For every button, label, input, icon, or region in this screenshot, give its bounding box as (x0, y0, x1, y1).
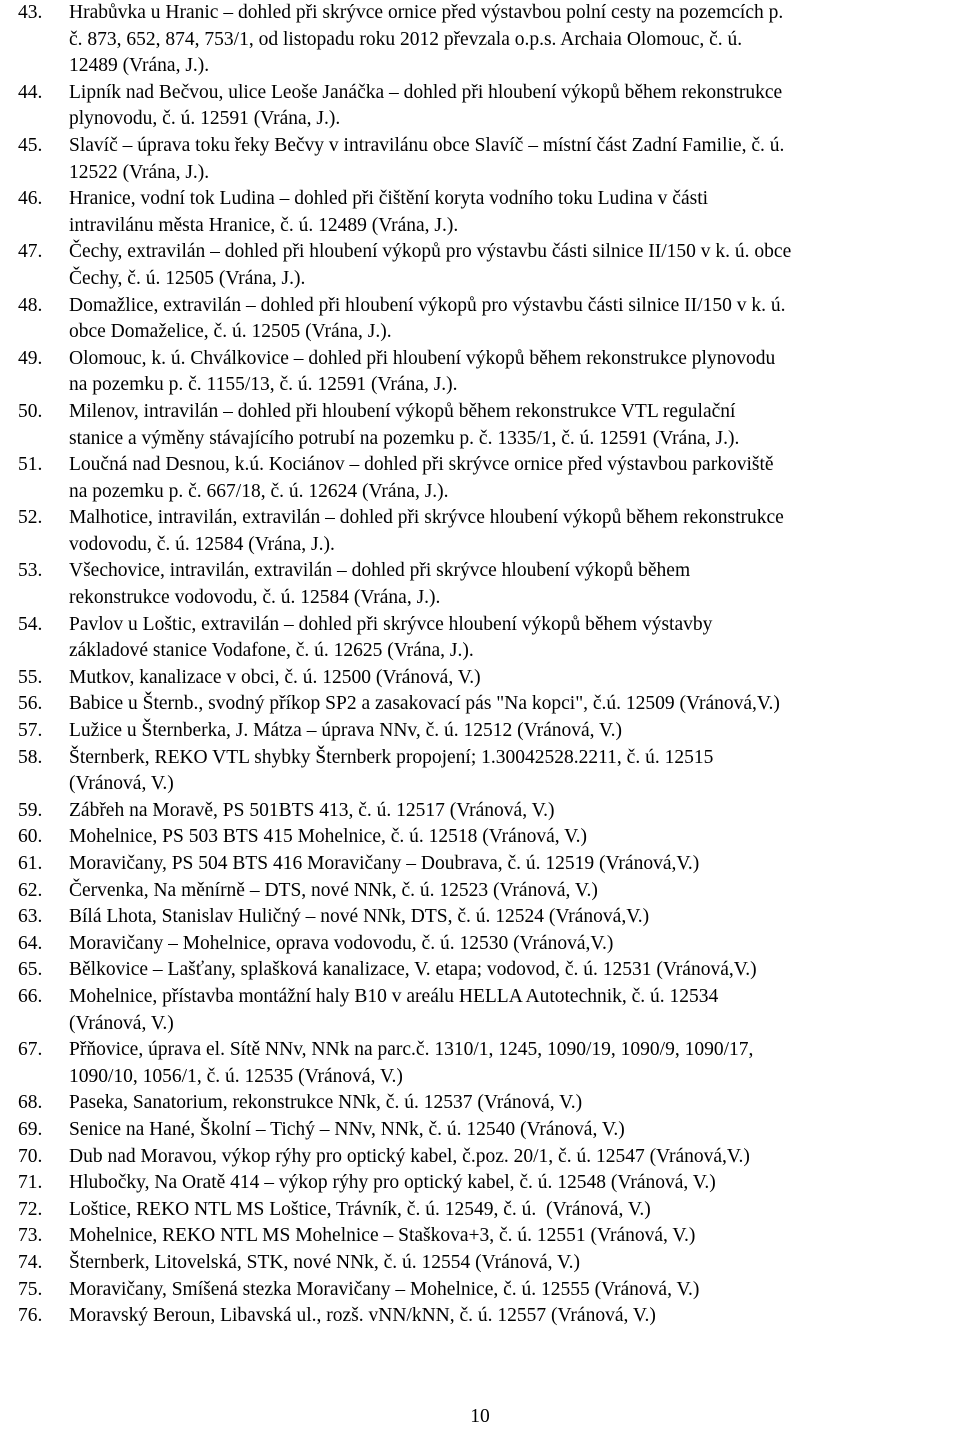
item-text-line: Moravičany, Smíšená stezka Moravičany – Mohelnice, č. ú. 12555 (Vránová, V.) (69, 1278, 700, 1300)
list-item (18, 851, 953, 878)
item-text (69, 718, 953, 745)
list-item (18, 186, 953, 239)
list-item (18, 718, 953, 745)
item-number: 72. (18, 1198, 43, 1220)
item-number: 76. (18, 1305, 43, 1327)
item-text (69, 1037, 953, 1090)
list-item (18, 1090, 953, 1117)
item-text (69, 931, 953, 958)
item-text (69, 1170, 953, 1197)
item-number: 69. (18, 1118, 43, 1140)
item-text (69, 798, 953, 825)
item-text-line: rekonstrukce vodovodu, č. ú. 12584 (Vrána, J.). (69, 587, 441, 609)
item-text-line: základové stanice Vodafone, č. ú. 12625 (Vrána, J.). (69, 640, 474, 662)
item-text-line: Domažlice, extravilán – dohled při hloubení výkopů pro výstavbu části silnice II/150 v k. ú. (69, 294, 786, 316)
item-text (69, 904, 953, 931)
item-text-line: (Vránová, V.) (69, 1012, 174, 1034)
item-text-line: 12522 (Vrána, J.). (69, 161, 210, 183)
item-text-line: vodovodu, č. ú. 12584 (Vrána, J.). (69, 533, 335, 555)
item-text-line: intravilánu města Hranice, č. ú. 12489 (Vrána, J.). (69, 214, 459, 236)
list-item (18, 824, 953, 851)
list-item (18, 612, 953, 665)
item-text-line: Přňovice, úprava el. Sítě NNv, NNk na parc.č. 1310/1, 1245, 1090/19, 1090/9, 1090/17, (69, 1039, 754, 1061)
item-text (69, 1303, 953, 1330)
list-item (18, 1223, 953, 1250)
item-text-line: Hlubočky, Na Oratě 414 – výkop rýhy pro optický kabel, č. ú. 12548 (Vránová, V.) (69, 1172, 716, 1194)
item-text (69, 133, 953, 186)
item-number: 61. (18, 853, 43, 874)
list-item (18, 293, 953, 346)
item-text (69, 851, 953, 878)
item-text-line: Loštice, REKO NTL MS Loštice, Trávník, č. ú. 12549, č. ú. (Vránová, V.) (69, 1198, 651, 1220)
item-text (69, 1250, 953, 1277)
item-number: 45. (18, 134, 43, 156)
list-item (18, 745, 953, 798)
item-text (69, 1090, 953, 1117)
list-item (18, 665, 953, 692)
item-text-line: Mohelnice, PS 503 BTS 415 Mohelnice, č. ú. 12518 (Vránová, V.) (69, 826, 588, 848)
item-number: 56. (18, 693, 43, 715)
item-number: 63. (18, 906, 43, 928)
item-text-line: Mohelnice, REKO NTL MS Mohelnice – Staškova+3, č. ú. 12551 (Vránová, V.) (69, 1225, 696, 1247)
item-text-line: Lužice u Šternberka, J. Mátza – úprava NNv, č. ú. 12512 (Vránová, V.) (69, 720, 622, 742)
list-item (18, 0, 953, 80)
item-text-line: Babice u Šternb., svodný příkop SP2 a zasakovací pás "Na kopci", č.ú. 12509 (Vránová,V.) (69, 693, 780, 715)
item-text-line: na pozemku p. č. 667/18, č. ú. 12624 (Vrána, J.). (69, 480, 449, 502)
item-text-line: Moravičany – Mohelnice, oprava vodovodu, č. ú. 12530 (Vránová,V.) (69, 932, 614, 954)
item-text (69, 399, 953, 452)
item-text (69, 80, 953, 133)
list-item (18, 957, 953, 984)
item-text (69, 0, 953, 80)
item-number: 59. (18, 799, 43, 821)
item-text (69, 239, 953, 292)
item-number: 52. (18, 507, 43, 529)
item-text-line: Moravský Beroun, Libavská ul., rozš. vNN/kNN, č. ú. 12557 (Vránová, V.) (69, 1305, 656, 1327)
page-number: 10 (470, 1406, 490, 1427)
list-item (18, 239, 953, 292)
list-item (18, 346, 953, 399)
item-number: 49. (18, 347, 43, 369)
list-item (18, 798, 953, 825)
item-text-line: Zábřeh na Moravě, PS 501BTS 413, č. ú. 12517 (Vránová, V.) (69, 799, 555, 821)
list-item (18, 558, 953, 611)
item-text-line: Moravičany, PS 504 BTS 416 Moravičany – Doubrava, č. ú. 12519 (Vránová,V.) (69, 853, 700, 874)
item-text (69, 1144, 953, 1171)
list-item (18, 133, 953, 186)
item-text-line: Hranice, vodní tok Ludina – dohled při čištění koryta vodního toku Ludina v části (69, 188, 709, 210)
list-item (18, 1144, 953, 1171)
item-number: 60. (18, 826, 43, 848)
item-number: 46. (18, 188, 43, 210)
list-item (18, 691, 953, 718)
item-number: 74. (18, 1251, 43, 1273)
item-text-line: Bílá Lhota, Stanislav Huličný – nové NNk, DTS, č. ú. 12524 (Vránová,V.) (69, 906, 650, 928)
item-number: 57. (18, 720, 43, 742)
list-item (18, 984, 953, 1037)
item-text (69, 984, 953, 1037)
item-text-line: (Vránová, V.) (69, 773, 174, 795)
item-text (69, 186, 953, 239)
item-text (69, 612, 953, 665)
item-text (69, 957, 953, 984)
list-item (18, 1277, 953, 1304)
list-item (18, 1170, 953, 1197)
item-text-line: 1090/10, 1056/1, č. ú. 12535 (Vránová, V.) (69, 1065, 403, 1087)
item-number: 48. (18, 294, 43, 316)
item-text (69, 691, 953, 718)
list-item (18, 505, 953, 558)
item-text-line: Mohelnice, přístavba montážní haly B10 v areálu HELLA Autotechnik, č. ú. 12534 (69, 985, 719, 1007)
item-text-line: obce Domaželice, č. ú. 12505 (Vrána, J.). (69, 321, 392, 343)
item-text-line: Všechovice, intravilán, extravilán – dohled při skrývce hloubení výkopů během (69, 560, 691, 582)
item-text (69, 1117, 953, 1144)
item-text-line: Šternberk, REKO VTL shybky Šternberk propojení; 1.30042528.2211, č. ú. 12515 (69, 746, 714, 768)
list-item (18, 399, 953, 452)
item-text-line: č. 873, 652, 874, 753/1, od listopadu roku 2012 převzala o.p.s. Archaia Olomouc, č. ú. (69, 28, 743, 50)
item-text (69, 505, 953, 558)
item-text-line: Čechy, č. ú. 12505 (Vrána, J.). (69, 267, 306, 289)
list-item (18, 1197, 953, 1224)
item-number: 47. (18, 241, 43, 263)
item-text-line: Šternberk, Litovelská, STK, nové NNk, č. ú. 12554 (Vránová, V.) (69, 1251, 580, 1273)
item-text-line: Slavíč – úprava toku řeky Bečvy v intravilánu obce Slavíč – místní část Zadní Familie, č. ú. (69, 134, 785, 156)
item-text-line: plynovodu, č. ú. 12591 (Vrána, J.). (69, 108, 341, 130)
item-text (69, 1197, 953, 1224)
list-item (18, 1117, 953, 1144)
item-text (69, 558, 953, 611)
item-number: 44. (18, 81, 43, 103)
list-item (18, 1250, 953, 1277)
item-text-line: Bělkovice – Lašťany, splašková kanalizace, V. etapa; vodovod, č. ú. 12531 (Vránová,V.) (69, 959, 757, 981)
item-text-line: Červenka, Na měnírně – DTS, nové NNk, č. ú. 12523 (Vránová, V.) (69, 879, 598, 901)
item-number: 73. (18, 1225, 43, 1247)
item-text (69, 824, 953, 851)
item-number: 55. (18, 666, 43, 688)
item-text-line: 12489 (Vrána, J.). (69, 55, 210, 77)
item-text (69, 293, 953, 346)
item-number: 64. (18, 932, 43, 954)
item-number: 54. (18, 613, 43, 635)
item-number: 43. (18, 2, 43, 23)
item-number: 67. (18, 1039, 43, 1061)
list-item (18, 878, 953, 905)
item-text-line: na pozemku p. č. 1155/13, č. ú. 12591 (Vrána, J.). (69, 374, 458, 396)
item-number: 66. (18, 985, 43, 1007)
item-text-line: Lipník nad Bečvou, ulice Leoše Janáčka – dohled při hloubení výkopů během rekonstrukce (69, 81, 783, 103)
item-text-line: Čechy, extravilán – dohled při hloubení výkopů pro výstavbu části silnice II/150 v k. ú. obce (69, 241, 792, 263)
item-number: 65. (18, 959, 43, 981)
item-number: 51. (18, 454, 43, 476)
item-text (69, 346, 953, 399)
item-number: 70. (18, 1145, 43, 1167)
item-text-line: Pavlov u Loštic, extravilán – dohled při skrývce hloubení výkopů během výstavby (69, 613, 713, 635)
item-text-line: Olomouc, k. ú. Chválkovice – dohled při hloubení výkopů během rekonstrukce plynovodu (69, 347, 776, 369)
list-item (18, 452, 953, 505)
item-text-line: Loučná nad Desnou, k.ú. Kociánov – dohled při skrývce ornice před výstavbou parkoviště (69, 454, 774, 476)
excavation-list (18, 0, 953, 1330)
list-item (18, 931, 953, 958)
item-number: 58. (18, 746, 43, 768)
item-number: 71. (18, 1172, 43, 1194)
item-text (69, 665, 953, 692)
list-item (18, 1037, 953, 1090)
item-number: 53. (18, 560, 43, 582)
item-text-line: Milenov, intravilán – dohled při hloubení výkopů během rekonstrukce VTL regulační (69, 400, 736, 422)
item-number: 50. (18, 400, 43, 422)
item-text (69, 452, 953, 505)
item-number: 62. (18, 879, 43, 901)
list-item (18, 80, 953, 133)
item-number: 75. (18, 1278, 43, 1300)
list-item (18, 1303, 953, 1330)
item-text-line: Hrabůvka u Hranic – dohled při skrývce ornice před výstavbou polní cesty na pozemcích p. (69, 2, 784, 23)
item-number: 68. (18, 1092, 43, 1114)
list-item (18, 904, 953, 931)
item-text (69, 878, 953, 905)
item-text-line: Malhotice, intravilán, extravilán – dohled při skrývce hloubení výkopů během rekonstrukce (69, 507, 784, 529)
item-text-line: Senice na Hané, Školní – Tichý – NNv, NNk, č. ú. 12540 (Vránová, V.) (69, 1118, 625, 1140)
item-text-line: Dub nad Moravou, výkop rýhy pro optický kabel, č.poz. 20/1, č. ú. 12547 (Vránová,V.) (69, 1145, 750, 1167)
item-text (69, 1277, 953, 1304)
item-text-line: Paseka, Sanatorium, rekonstrukce NNk, č. ú. 12537 (Vránová, V.) (69, 1092, 583, 1114)
item-text-line: Mutkov, kanalizace v obci, č. ú. 12500 (Vránová, V.) (69, 666, 481, 688)
item-text-line: stanice a výměny stávajícího potrubí na pozemku p. č. 1335/1, č. ú. 12591 (Vrána, J.). (69, 427, 740, 449)
item-text (69, 1223, 953, 1250)
item-text (69, 745, 953, 798)
